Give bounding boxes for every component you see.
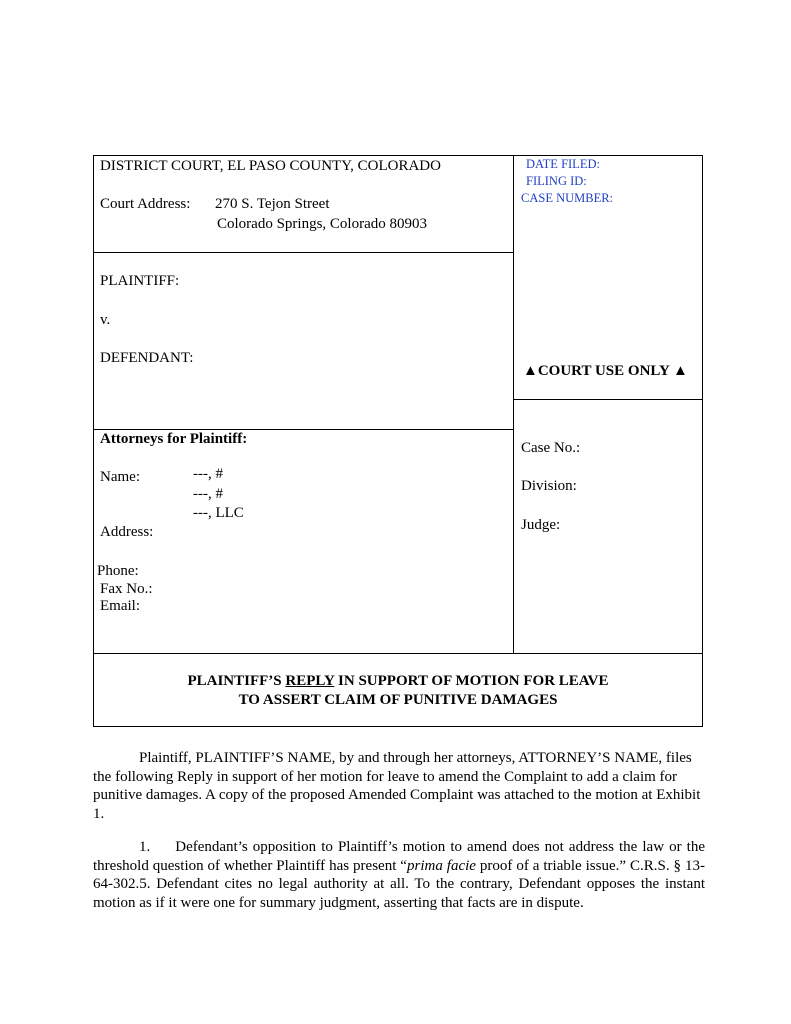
defendant-label: DEFENDANT: xyxy=(100,350,194,366)
paragraph-1-italic: prima facie xyxy=(406,857,476,874)
attorneys-heading: Attorneys for Plaintiff: xyxy=(100,431,248,447)
attorney-phone-label: Phone: xyxy=(97,563,139,579)
paragraph-1-text-a: Defendant’s opposition to Plaintiff’s motion to amend does not address the law or the threshold question of whether Plaintiff has present “ xyxy=(93,839,705,874)
paragraph-1 xyxy=(93,838,705,912)
attorney-name-2: ---, # xyxy=(193,486,223,502)
caption-divider-parties xyxy=(94,429,513,430)
filing-id-label: FILING ID: xyxy=(526,174,587,188)
attorney-address-label: Address: xyxy=(100,524,154,540)
court-name: DISTRICT COURT, EL PASO COUNTY, COLORADO xyxy=(100,158,441,174)
case-no-label: Case No.: xyxy=(521,440,581,456)
case-caption-box xyxy=(93,155,703,727)
caption-divider-vertical xyxy=(513,156,514,653)
paragraph-1-text-b: proof of a triable issue.” C.R.S. § 13-64-302.5. Defendant cites no legal authority at all. To the contrary, Defendant opposes the instant motion as if it were one for summary judgment, asserting that facts are in dispute. xyxy=(93,857,705,911)
attorney-name-1: ---, # xyxy=(193,466,223,482)
versus-label: v. xyxy=(100,312,111,328)
attorney-email-label: Email: xyxy=(100,598,140,614)
document-title-line1 xyxy=(94,673,702,690)
court-address-line2: Colorado Springs, Colorado 80903 xyxy=(217,216,427,232)
judge-label: Judge: xyxy=(521,517,561,533)
case-number-label: CASE NUMBER: xyxy=(521,191,614,205)
title-reply-underlined: REPLY xyxy=(285,673,335,689)
court-use-only-label: ▲COURT USE ONLY ▲ xyxy=(523,363,688,379)
title-part2: IN SUPPORT OF MOTION FOR LEAVE xyxy=(334,673,609,689)
division-label: Division: xyxy=(521,478,577,494)
intro-paragraph: Plaintiff, PLAINTIFF’S NAME, by and through her attorneys, ATTORNEY’S NAME, files the following Reply in support of her motion for leave to amend the Complaint to add a claim for punitive damages. A copy of the proposed Amended Complaint was attached to the motion at Exhibit 1. xyxy=(93,750,701,822)
attorney-name-3: ---, LLC xyxy=(193,505,244,521)
caption-divider-title xyxy=(94,653,702,654)
date-filed-label: DATE FILED: xyxy=(526,157,600,171)
title-part1: PLAINTIFF’S xyxy=(187,673,286,689)
attorney-fax-label: Fax No.: xyxy=(100,581,153,597)
court-address-line1: 270 S. Tejon Street xyxy=(215,196,330,212)
court-address-label: Court Address: xyxy=(100,196,191,212)
document-title-line2: TO ASSERT CLAIM OF PUNITIVE DAMAGES xyxy=(238,692,558,708)
caption-divider-court xyxy=(94,252,513,253)
attorney-name-label: Name: xyxy=(100,469,140,485)
paragraph-1-number: 1. xyxy=(139,839,151,855)
caption-divider-court-use xyxy=(513,399,703,400)
plaintiff-label: PLAINTIFF: xyxy=(100,273,180,289)
